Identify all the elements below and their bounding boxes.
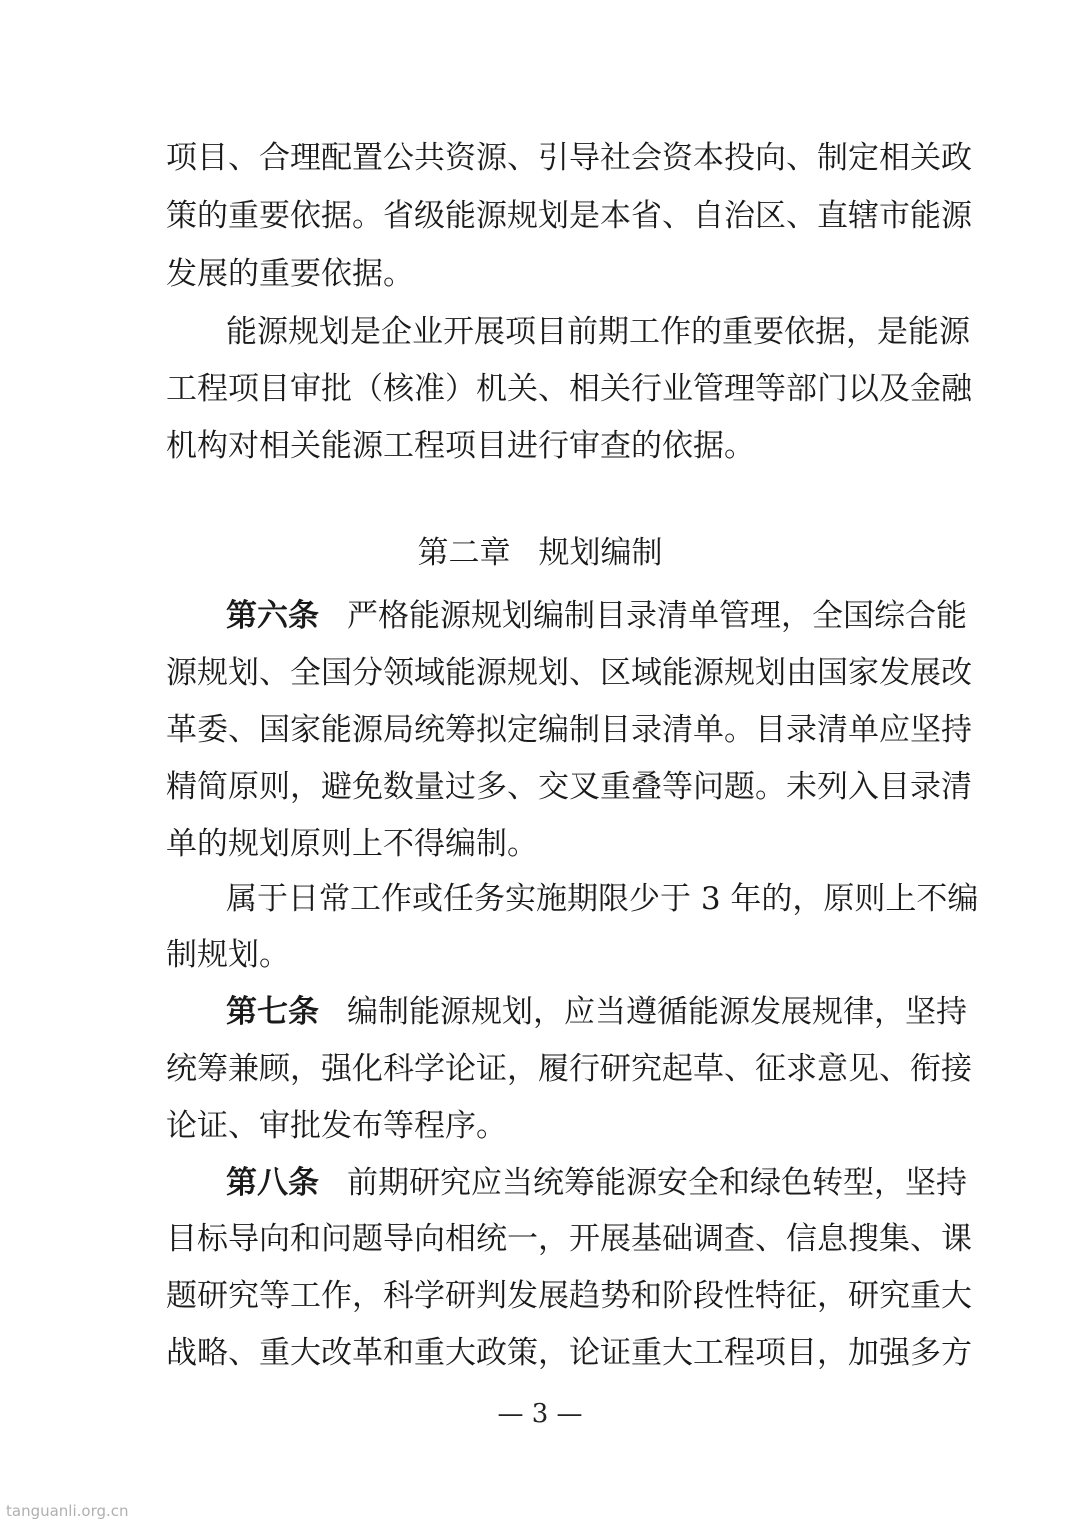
text-line: 工程项目审批（核准）机关、相关行业管理等部门以及金融 — [166, 371, 972, 407]
article-first-line — [226, 992, 967, 1032]
text-line: 属于日常工作或任务实施期限少于 3 年的，原则上不编 — [226, 881, 979, 917]
chapter-number: 第二章 — [417, 535, 511, 571]
text-line: 能源规划是企业开展项目前期工作的重要依据，是能源 — [226, 314, 970, 350]
text-line: 机构对相关能源工程项目进行审查的依据。 — [166, 428, 755, 464]
text-line: 制规划。 — [166, 937, 290, 973]
article-first-line — [226, 1163, 967, 1203]
text-line: 战略、重大改革和重大政策，论证重大工程项目，加强多方 — [166, 1335, 972, 1371]
article-label: 第八条 — [226, 1165, 319, 1201]
article-text: 前期研究应当统筹能源安全和绿色转型，坚持 — [347, 1165, 967, 1201]
text-line: 单的规划原则上不得编制。 — [166, 826, 538, 862]
text-line: 发展的重要依据。 — [166, 256, 414, 292]
text-line: 统筹兼顾，强化科学论证，履行研究起草、征求意见、衔接 — [166, 1051, 972, 1087]
article-text: 严格能源规划编制目录清单管理，全国综合能 — [347, 598, 967, 634]
article-label: 第六条 — [226, 598, 319, 634]
text-line: 目标导向和问题导向相统一，开展基础调查、信息搜集、课 — [166, 1221, 972, 1257]
text-line: 革委、国家能源局统筹拟定编制目录清单。目录清单应坚持 — [166, 712, 972, 748]
text-line: 源规划、全国分领域能源规划、区域能源规划由国家发展改 — [166, 655, 972, 691]
chapter-heading — [0, 533, 1080, 573]
watermark: tanguanli.org.cn — [6, 1502, 129, 1520]
text-line: 论证、审批发布等程序。 — [166, 1108, 507, 1144]
article-label: 第七条 — [226, 994, 319, 1030]
chapter-title: 规划编制 — [538, 535, 663, 571]
article-first-line — [226, 596, 967, 636]
text-line: 项目、合理配置公共资源、引导社会资本投向、制定相关政 — [166, 140, 972, 176]
page-number: — 3 — — [497, 1399, 583, 1429]
text-line: 策的重要依据。省级能源规划是本省、自治区、直辖市能源 — [166, 198, 972, 234]
text-line: 精简原则，避免数量过多、交叉重叠等问题。未列入目录清 — [166, 769, 972, 805]
article-text: 编制能源规划，应当遵循能源发展规律，坚持 — [347, 994, 967, 1030]
text-line: 题研究等工作，科学研判发展趋势和阶段性特征，研究重大 — [166, 1278, 972, 1314]
